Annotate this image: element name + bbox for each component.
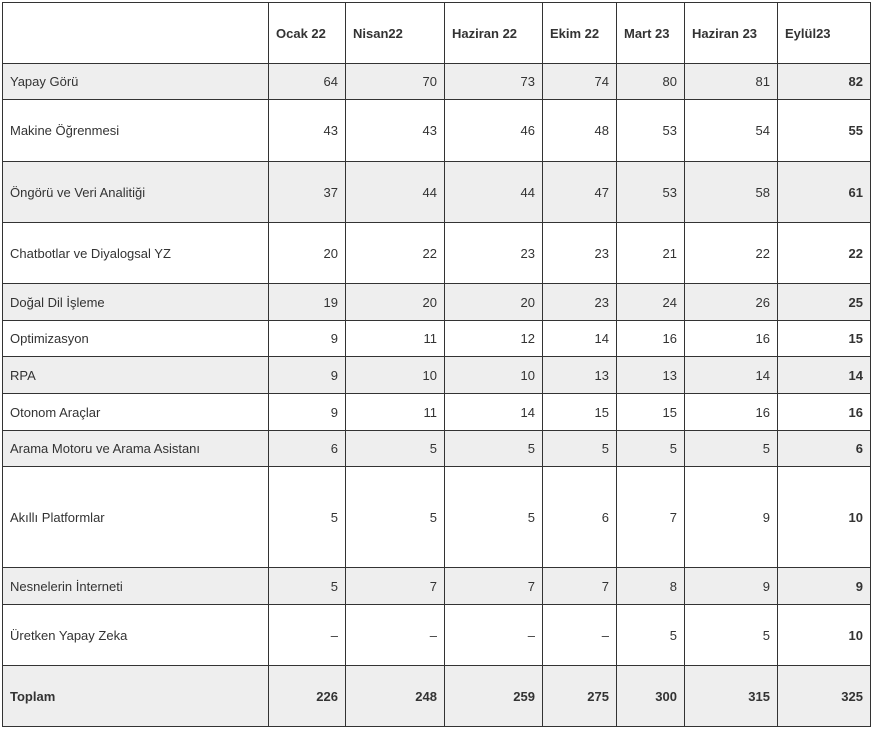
row-label: Nesnelerin İnterneti [3,568,269,605]
table-cell: 53 [617,162,685,223]
table-cell: 5 [346,467,445,568]
table-cell: 73 [445,64,543,100]
table-cell: 5 [445,467,543,568]
table-cell: 15 [778,321,871,357]
table-cell: 5 [543,431,617,467]
table-cell: – [445,605,543,666]
table-cell: 48 [543,100,617,162]
total-cell: 275 [543,666,617,727]
table-cell: 61 [778,162,871,223]
row-label: Otonom Araçlar [3,394,269,431]
table-cell: – [346,605,445,666]
row-label: Makine Öğrenmesi [3,100,269,162]
table-cell: 10 [778,467,871,568]
table-cell: 15 [617,394,685,431]
table-cell: 10 [346,357,445,394]
table-row [3,467,871,568]
table-cell: 80 [617,64,685,100]
table-cell: 13 [617,357,685,394]
table-row [3,162,871,223]
table-cell: 16 [685,321,778,357]
table-cell: 14 [685,357,778,394]
table-cell: – [269,605,346,666]
table-cell: 58 [685,162,778,223]
header-cell-ocak22: Ocak 22 [269,3,346,64]
table-row [3,223,871,284]
table-cell: 5 [445,431,543,467]
row-label: Optimizasyon [3,321,269,357]
table-cell: 23 [445,223,543,284]
table-cell: 7 [346,568,445,605]
header-cell-mart23: Mart 23 [617,3,685,64]
table-row [3,284,871,321]
table-cell: 81 [685,64,778,100]
table-cell: 14 [778,357,871,394]
table-cell: 9 [685,568,778,605]
table-row [3,64,871,100]
row-label: Arama Motoru ve Arama Asistanı [3,431,269,467]
table-cell: 46 [445,100,543,162]
table-cell: 10 [445,357,543,394]
table-cell: 15 [543,394,617,431]
table-cell: 20 [269,223,346,284]
table-cell: 43 [269,100,346,162]
table-cell: 11 [346,321,445,357]
table-cell: 43 [346,100,445,162]
total-cell: 300 [617,666,685,727]
table-row [3,431,871,467]
table-row [3,100,871,162]
row-label: RPA [3,357,269,394]
header-cell-corner [3,3,269,64]
header-cell-ekim22: Ekim 22 [543,3,617,64]
table-cell: 5 [269,467,346,568]
table-cell: 82 [778,64,871,100]
table-cell: 20 [445,284,543,321]
table-cell: 7 [445,568,543,605]
table-cell: 10 [778,605,871,666]
table-row [3,357,871,394]
table-cell: 53 [617,100,685,162]
table-cell: – [543,605,617,666]
table-cell: 6 [778,431,871,467]
table-cell: 47 [543,162,617,223]
table-cell: 7 [543,568,617,605]
table-cell: 6 [269,431,346,467]
table-cell: 19 [269,284,346,321]
table-cell: 22 [778,223,871,284]
table-row [3,321,871,357]
ai-topics-table [2,2,871,727]
table-cell: 25 [778,284,871,321]
table-cell: 9 [269,357,346,394]
header-cell-eylul23: Eylül23 [778,3,871,64]
table-cell: 5 [685,431,778,467]
table-cell: 20 [346,284,445,321]
table-cell: 22 [685,223,778,284]
total-cell: 325 [778,666,871,727]
table-cell: 64 [269,64,346,100]
table-cell: 23 [543,284,617,321]
table-row [3,605,871,666]
table-cell: 44 [445,162,543,223]
table-cell: 9 [269,321,346,357]
row-label: Yapay Görü [3,64,269,100]
table-row [3,568,871,605]
header-cell-haziran23: Haziran 23 [685,3,778,64]
table-cell: 14 [445,394,543,431]
row-label: Üretken Yapay Zeka [3,605,269,666]
table-cell: 70 [346,64,445,100]
table-cell: 22 [346,223,445,284]
table-cell: 11 [346,394,445,431]
row-label: Öngörü ve Veri Analitiği [3,162,269,223]
row-label: Chatbotlar ve Diyalogsal YZ [3,223,269,284]
table-cell: 9 [778,568,871,605]
table-cell: 55 [778,100,871,162]
total-cell: 259 [445,666,543,727]
table-cell: 54 [685,100,778,162]
table-cell: 6 [543,467,617,568]
table-cell: 23 [543,223,617,284]
table-cell: 16 [685,394,778,431]
table-cell: 16 [778,394,871,431]
table-cell: 16 [617,321,685,357]
table-cell: 37 [269,162,346,223]
table-body [3,64,871,727]
table-cell: 24 [617,284,685,321]
table-cell: 5 [269,568,346,605]
table-row [3,394,871,431]
table-cell: 9 [269,394,346,431]
table-cell: 5 [346,431,445,467]
table-cell: 26 [685,284,778,321]
header-cell-haziran22: Haziran 22 [445,3,543,64]
table-cell: 14 [543,321,617,357]
header-cell-nisan22: Nisan22 [346,3,445,64]
header-row [3,3,871,64]
total-cell: 315 [685,666,778,727]
table-cell: 7 [617,467,685,568]
table-cell: 5 [617,605,685,666]
total-label: Toplam [3,666,269,727]
total-cell: 248 [346,666,445,727]
table-cell: 8 [617,568,685,605]
row-label: Akıllı Platformlar [3,467,269,568]
total-row [3,666,871,727]
total-cell: 226 [269,666,346,727]
table-cell: 13 [543,357,617,394]
table-cell: 44 [346,162,445,223]
table-cell: 5 [685,605,778,666]
table-cell: 21 [617,223,685,284]
table-cell: 12 [445,321,543,357]
table-cell: 5 [617,431,685,467]
row-label: Doğal Dil İşleme [3,284,269,321]
table-cell: 9 [685,467,778,568]
table-cell: 74 [543,64,617,100]
